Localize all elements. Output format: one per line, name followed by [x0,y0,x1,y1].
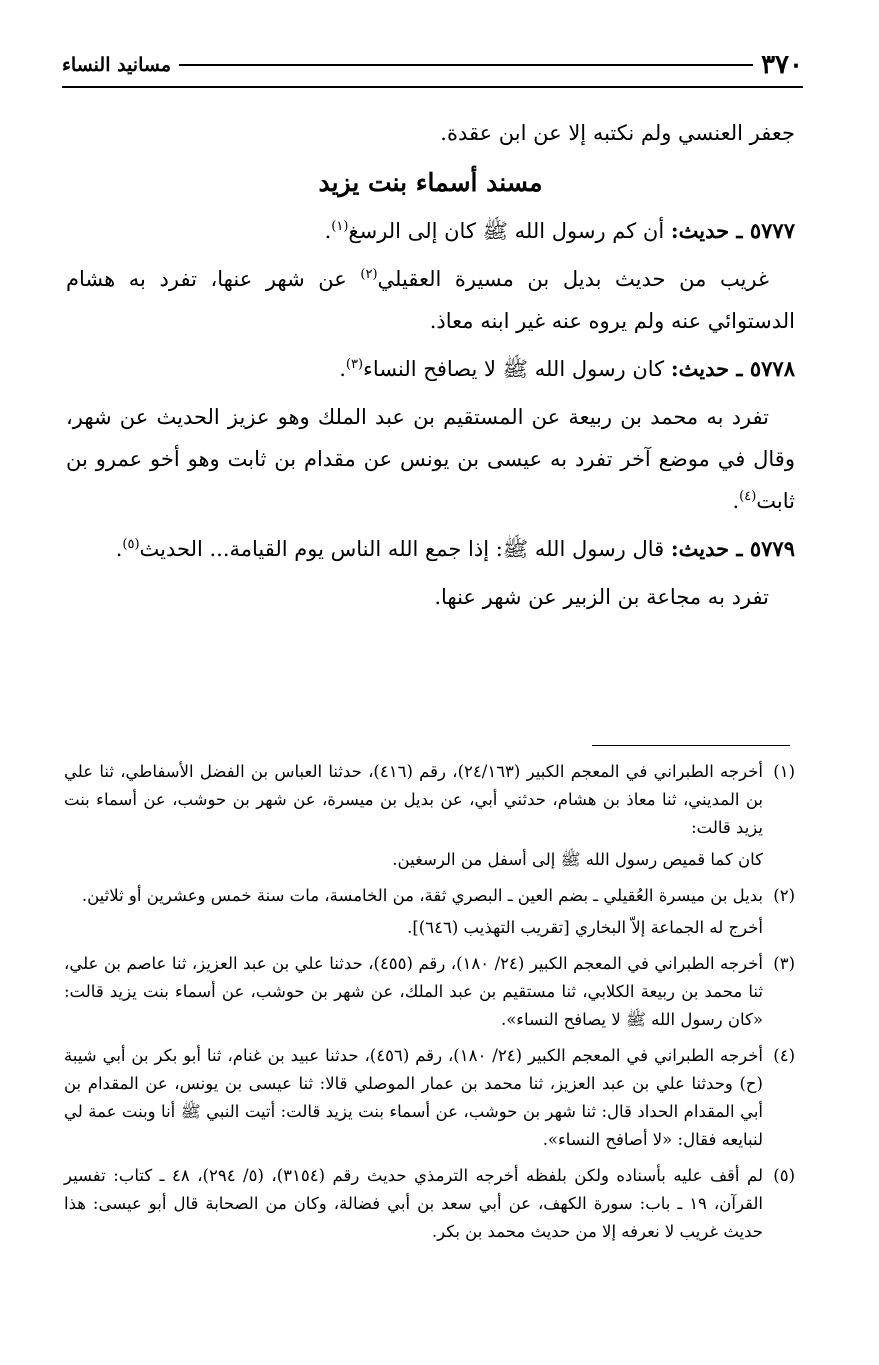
section-heading: مسند أسماء بنت يزيد [318,168,543,197]
commentary-5779: تفرد به مجاعة بن الزبير عن شهر عنها. [434,585,769,609]
footnote-4 [64,1042,795,1158]
footnote-ref: (٣) [345,357,364,372]
punctuation: . [732,489,740,513]
footnote-ref: (١) [331,219,349,234]
footnote-ref: (٢) [360,267,378,282]
footnote-number: (٣) [773,954,795,973]
hadith-number: ٥٧٧٨ ـ حديث: [670,356,795,381]
page-header [62,48,803,82]
footnote-number: (٥) [773,1166,795,1185]
intro-line: جعفر العنسي ولم نكتبه إلا عن ابن عقدة. [440,121,795,145]
commentary-text: غريب من حديث بديل بن مسيرة العقيلي [377,267,769,291]
footnote-number: (٤) [773,1046,795,1065]
punctuation: . [324,219,332,243]
commentary-text: عن شهر عنها، تفرد به هشام الدستوائي عنه ولم يروه عنه غير ابنه معاذ. [66,267,795,333]
hadith-5777 [66,210,795,252]
hadith-text: كان رسول الله ﷺ لا يصافح النساء [363,357,665,381]
punctuation: . [115,537,123,561]
footnote-5 [64,1162,795,1250]
footnote-1 [64,758,795,878]
hadith-number: ٥٧٧٩ ـ حديث: [670,536,795,561]
footnote-line: لم أقف عليه بأسناده ولكن بلفظه أخرجه الترمذي حديث رقم (٣١٥٤)، (٥/ ٢٩٤)، ٤٨ ـ كتاب: تفسير القرآن، ١٩ ـ باب: سورة الكهف، عن أبي سعد بن أبي فضالة، وكان من الصحابة قال أبو عيسى: هذا حديث غريب لا نعرفه إلا من حديث محمد بن بكر. [64,1166,764,1241]
footnote-2 [64,882,795,946]
footnote-line: أخرجه الطبراني في المعجم الكبير (٢٤/ ١٨٠)، رقم (٤٥٦)، حدثنا عبيد بن غنام، ثنا أبو بكر بن أبي شيبة (ح) وحدثنا علي بن عبد العزيز، ثنا محمد بن عمار الموصلي قالا: ثنا عيسى بن يونس، عن المقدام بن أبي المقدام الحداد قال: ثنا شهر بن حوشب، عن أسماء بنت يزيد قالت: أتيت النبي ﷺ أنا وبنت عمة لي لنبايعه فقال: «لا أصافح النساء». [64,1046,763,1149]
punctuation: . [339,357,346,381]
footnote-separator [592,745,790,746]
footnote-number: (١) [773,762,795,781]
main-text [66,112,795,624]
running-title: مسانيد النساء [62,54,171,76]
footnote-text [64,950,763,1038]
footnote-ref: (٤) [739,489,757,504]
footnote-text [64,758,763,878]
hadith-number: ٥٧٧٧ ـ حديث: [670,218,795,243]
footnote-line: أخرج له الجماعة إلاّ البخاري [تقريب التهذيب (٦٤٦)]. [407,918,763,937]
footnote-number: (٢) [773,886,795,905]
footnotes [64,758,795,1254]
hadith-text: قال رسول الله ﷺ: إذا جمع الله الناس يوم القيامة... الحديث [139,537,665,561]
footnote-line: أخرجه الطبراني في المعجم الكبير (٢٤/١٦٣)، رقم (٤١٦)، حدثنا العباس بن الفضل الأسفاطي، ثنا علي بن المديني، ثنا معاذ بن هشام، حدثني أبي، عن بديل بن ميسرة، عن شهر بن حوشب، عن أسماء بنت يزيد قالت: [64,762,763,837]
footnote-text [64,1042,763,1158]
page-number: ٣٧٠ [761,50,803,80]
footnote-line: كان كما قميص رسول الله ﷺ إلى أسفل من الرسغين. [392,850,763,869]
commentary-5778 [66,396,795,522]
commentary-text: تفرد به محمد بن ربيعة عن المستقيم بن عبد الملك وهو عزيز الحديث عن شهر، وقال في موضع آخر تفرد به عيسى بن يونس عن مقدام بن ثابت وهو أخو عمرو بن ثابت [66,405,795,513]
footnote-3 [64,950,795,1038]
hadith-5779 [66,528,795,570]
header-inline-rule [179,64,753,66]
footnote-ref: (٥) [122,537,140,552]
header-rule [62,86,803,88]
hadith-text: أن كم رسول الله ﷺ كان إلى الرسغ [348,219,665,243]
footnote-line: بديل بن ميسرة العُقيلي ـ بضم العين ـ البصري ثقة، من الخامسة، مات سنة خمس وعشرين أو ثلاثين. [81,886,763,905]
footnote-text [64,882,763,946]
footnote-line: أخرجه الطبراني في المعجم الكبير (٢٤/ ١٨٠)، رقم (٤٥٥)، حدثنا علي بن عبد العزيز، ثنا عاصم بن علي، ثنا محمد بن ربيعة الكلابي، ثنا مستقيم بن عبد الملك، عن شهر بن حوشب، عن أسماء بنت يزيد قالت: «كان رسول الله ﷺ لا يصافح النساء». [64,954,763,1029]
footnote-text [64,1162,763,1250]
commentary-5777 [66,258,795,342]
hadith-5778 [66,348,795,390]
